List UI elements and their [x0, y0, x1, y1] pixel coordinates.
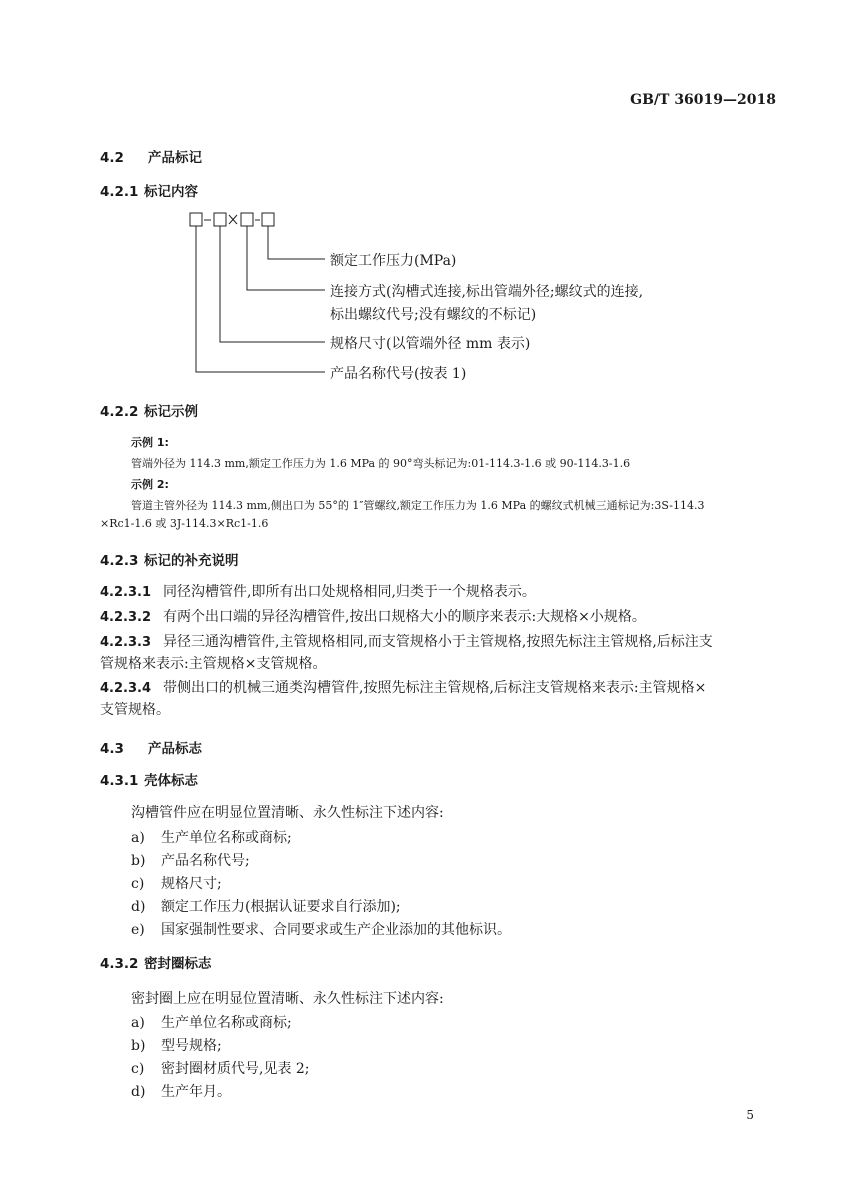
section-title: 产品标志	[148, 741, 202, 757]
list-item	[131, 896, 401, 916]
section-number: 4.3.2	[100, 956, 139, 972]
list-item	[131, 1035, 222, 1055]
list-marker: b)	[131, 1038, 146, 1054]
section-number: 4.3	[100, 741, 124, 757]
list-marker: c)	[131, 1061, 145, 1077]
housing-marking-intro: 沟槽管件应在明显位置清晰、永久性标注下述内容:	[131, 805, 444, 821]
section-heading-4-3-1	[100, 769, 198, 789]
list-item	[131, 850, 250, 870]
standard-number: GB/T 36019—2018	[630, 92, 776, 108]
marking-code-pattern: □-□×□-□	[187, 210, 270, 228]
code-box-connection	[241, 213, 253, 226]
list-text: 密封圈材质代号,见表 2;	[161, 1061, 310, 1077]
label-connection-type-cont: 标出螺纹代号;没有螺纹的不标记)	[330, 307, 537, 323]
list-text: 型号规格;	[161, 1038, 222, 1054]
section-heading-4-3	[100, 737, 202, 757]
leader-connection	[247, 226, 325, 290]
label-rated-pressure: 额定工作压力(MPa)	[330, 253, 457, 269]
clause-text: 有两个出口端的异径沟槽管件,按出口规格大小的顺序来表示:大规格×小规格。	[163, 609, 646, 625]
section-heading-4-3-2	[100, 952, 212, 972]
example-1-text: 管端外径为 114.3 mm,额定工作压力为 1.6 MPa 的 90°弯头标记为:01-114.3-1.6 或 90-114.3-1.6	[131, 457, 631, 470]
seal-marking-intro: 密封圈上应在明显位置清晰、永久性标注下述内容:	[131, 991, 444, 1007]
label-connection-type: 连接方式(沟槽式连接,标出管端外径;螺纹式的连接,	[330, 284, 644, 300]
example-2-text: 管道主管外径为 114.3 mm,侧出口为 55°的 1″管螺纹,额定工作压力为 1.6 MPa 的螺纹式机械三通标记为:3S-114.3	[131, 499, 705, 512]
list-marker: d)	[131, 899, 146, 915]
list-marker: d)	[131, 1084, 146, 1100]
label-size: 规格尺寸(以管端外径 mm 表示)	[330, 336, 531, 352]
clause-text: 同径沟槽管件,即所有出口处规格相同,归类于一个规格表示。	[163, 584, 536, 600]
list-text: 生产单位名称或商标;	[161, 830, 292, 846]
list-marker: c)	[131, 876, 145, 892]
clause-4-2-3-1	[100, 580, 790, 605]
list-text: 生产单位名称或商标;	[161, 1015, 292, 1031]
list-item	[131, 919, 511, 939]
section-title: 壳体标志	[144, 773, 198, 789]
section-number: 4.3.1	[100, 773, 139, 789]
page-number: 5	[746, 1108, 754, 1122]
section-title: 标记的补充说明	[144, 553, 239, 569]
section-number: 4.2	[100, 150, 124, 166]
label-product-code: 产品名称代号(按表 1)	[330, 366, 467, 382]
list-marker: a)	[131, 830, 145, 846]
list-marker: e)	[131, 922, 145, 938]
list-text: 额定工作压力(根据认证要求自行添加);	[161, 899, 401, 915]
section-title: 标记内容	[144, 184, 198, 200]
clause-text: 带侧出口的机械三通类沟槽管件,按照先标注主管规格,后标注支管规格来表示:主管规格×	[163, 680, 707, 696]
section-number: 4.2.2	[100, 404, 139, 420]
example-1-label: 示例 1:	[131, 436, 169, 449]
code-box-pressure	[262, 213, 274, 226]
clause-text: 异径三通沟槽管件,主管规格相同,而支管规格小于主管规格,按照先标注主管规格,后标注支	[163, 634, 713, 650]
leader-size	[220, 226, 325, 342]
list-item	[131, 1058, 310, 1078]
code-box-product	[190, 213, 202, 226]
example-2-text-cont: ×Rc1-1.6 或 3J-114.3×Rc1-1.6	[100, 517, 269, 530]
list-text: 规格尺寸;	[161, 876, 222, 892]
section-number: 4.2.3	[100, 553, 139, 569]
code-box-size	[214, 213, 226, 226]
list-text: 国家强制性要求、合同要求或生产企业添加的其他标识。	[161, 922, 511, 938]
section-heading-4-2-2	[100, 400, 198, 420]
list-marker: a)	[131, 1015, 145, 1031]
example-2-label: 示例 2:	[131, 478, 169, 491]
section-heading-4-2-3	[100, 549, 239, 569]
clause-4-2-3-3-cont: 管规格来表示:主管规格×支管规格。	[100, 656, 327, 672]
section-title: 产品标记	[148, 150, 202, 166]
clause-4-2-3-2	[100, 605, 790, 630]
clause-number: 4.2.3.2	[100, 610, 151, 625]
list-text: 产品名称代号;	[161, 853, 250, 869]
section-title: 标记示例	[144, 404, 198, 420]
leader-pressure	[268, 226, 325, 259]
list-marker: b)	[131, 853, 146, 869]
list-item	[131, 827, 292, 847]
clause-number: 4.2.3.1	[100, 585, 151, 600]
clause-number: 4.2.3.3	[100, 635, 151, 650]
list-item	[131, 1081, 231, 1101]
clause-number: 4.2.3.4	[100, 681, 151, 696]
list-text: 生产年月。	[161, 1084, 231, 1100]
list-item	[131, 873, 222, 893]
leader-product	[196, 226, 325, 372]
section-number: 4.2.1	[100, 184, 139, 200]
list-item	[131, 1012, 292, 1032]
clause-4-2-3-4-cont: 支管规格。	[100, 702, 170, 718]
section-title: 密封圈标志	[144, 956, 212, 972]
